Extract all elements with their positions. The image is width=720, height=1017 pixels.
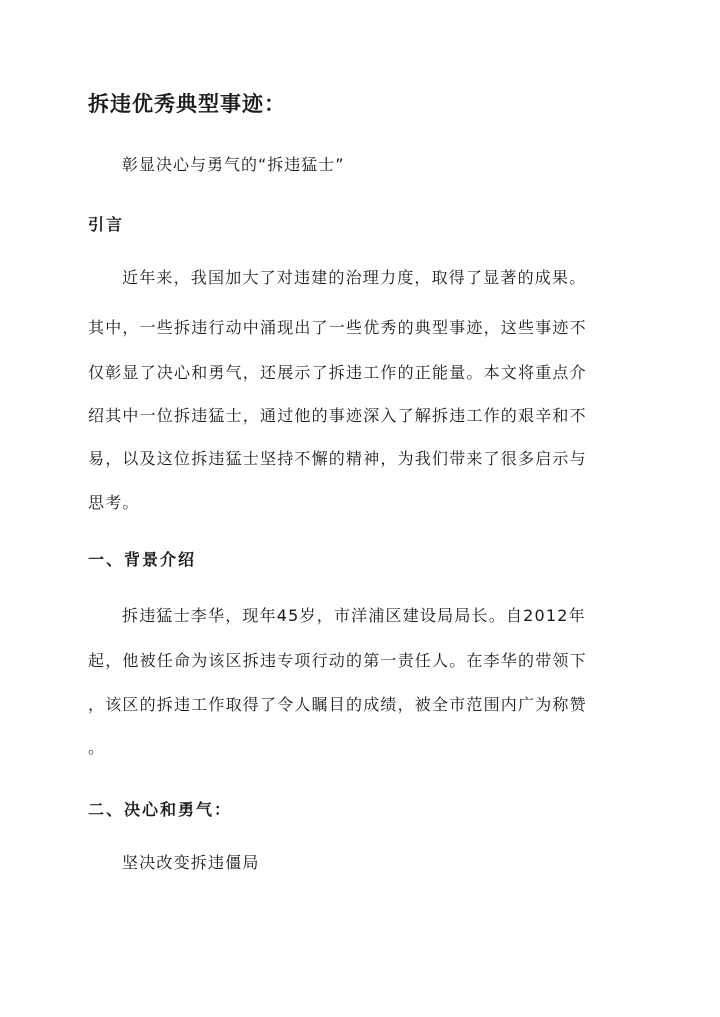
paragraph-line: 起，他被任命为该区拆违专项行动的第一责任人。在李华的带领下 (88, 651, 587, 670)
document-subtitle: 彰显决心与勇气的“拆违猛士” (122, 155, 345, 174)
paragraph-line: 坚决改变拆违僵局 (122, 853, 260, 872)
paragraph-line: ，该区的拆违工作取得了令人瞩目的成绩，被全市范围内广为称赞 (88, 695, 587, 714)
section-heading-determination: 二、决心和勇气： (88, 800, 233, 819)
paragraph-line: 仅彰显了决心和勇气，还展示了拆违工作的正能量。本文将重点介 (88, 363, 587, 382)
paragraph-line: 易，以及这位拆违猛士坚持不懈的精神，为我们带来了很多启示与 (88, 449, 587, 468)
section-heading-background: 一、背景介绍 (88, 550, 197, 569)
document-title: 拆违优秀典型事迹： (88, 92, 286, 116)
section-heading-intro: 引言 (88, 215, 125, 234)
paragraph-line: 绍其中一位拆违猛士，通过他的事迹深入了解拆违工作的艰辛和不 (88, 406, 587, 425)
paragraph-line: 其中，一些拆违行动中涌现出了一些优秀的典型事迹，这些事迹不 (88, 318, 587, 337)
paragraph-line: 近年来，我国加大了对违建的治理力度，取得了显著的成果。 (122, 268, 587, 287)
paragraph-line: 拆违猛士李华，现年45岁，市洋浦区建设局局长。自2012年 (122, 606, 586, 625)
paragraph-line: 。 (88, 738, 106, 757)
paragraph-line: 思考。 (88, 493, 140, 512)
